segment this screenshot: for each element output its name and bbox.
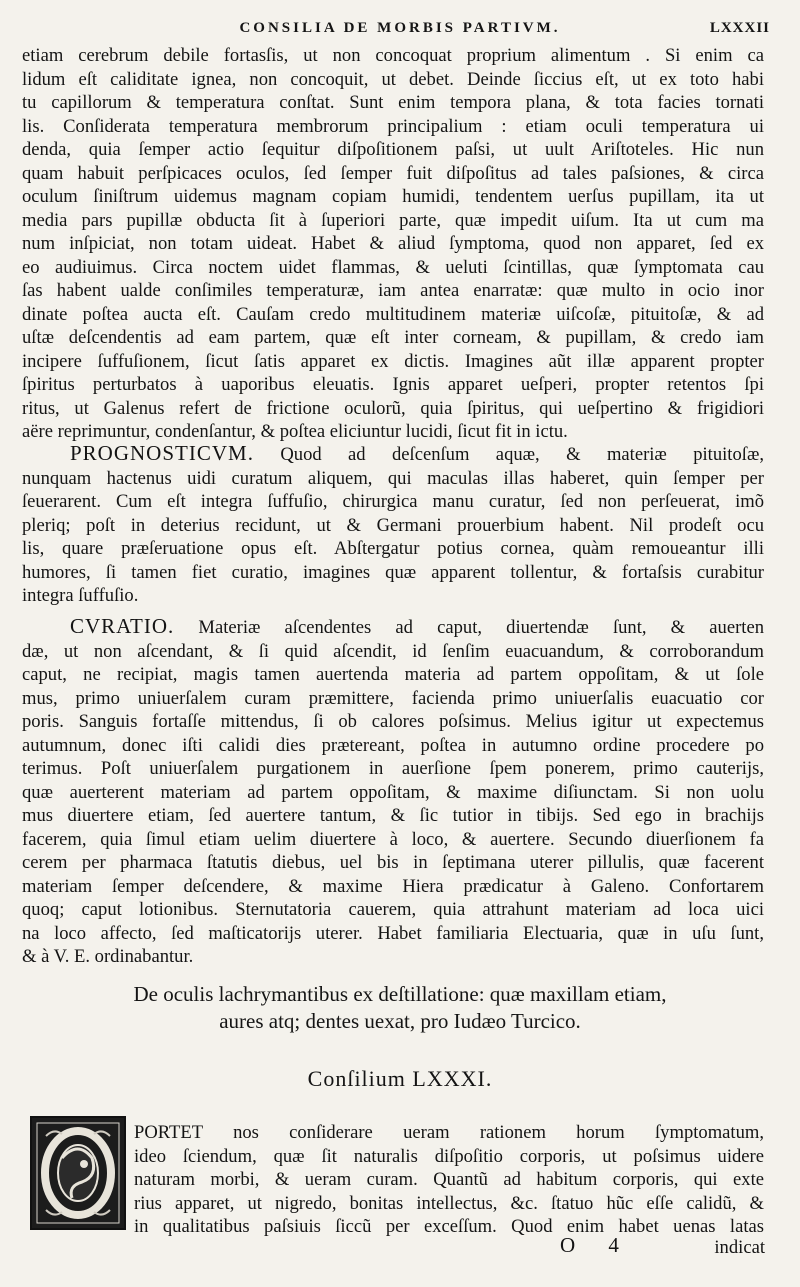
text-line: denda, quia ſemper actio ſequitur diſpoſitionem paſsi, ut uult Ariſtoteles. Hic nun	[22, 139, 764, 160]
text-line: oculum ſiniſtrum uidemus magnam copiam humidi, tendentem uerſus pupillam, ita ut	[22, 186, 764, 207]
text-line: quam habuit perſpicaces oculos, ſed ſemper fuit diſpoſitus ad tales paſsiones, & circa	[22, 162, 764, 184]
text-line: facerem, quia ſimul etiam uelim diuertere à loco, & auertere. Secundo diuerſionem fa	[22, 828, 764, 850]
section-heading-prognosticum: PROGNOSTICVM.	[70, 442, 254, 465]
text-line: nunquam hactenus uidi curatum aliquem, qui maculas illas haberet, quin ſemper per	[22, 467, 764, 489]
paragraph-consilium-lxxxi	[134, 1121, 764, 1239]
text-line: caput, ne recipiat, magis tamen auertenda materia ad partem oppoſitam, & ut ſole	[22, 664, 764, 685]
text-line: autumnum, donec iſti calidi dies prætereant, poſtea in autumno ordine procedere po	[22, 734, 764, 756]
text-line: ſpiritus perturbatos à uaporibus eleuatis. Ignis apparet ueſperi, propter retentos ſpi	[22, 374, 764, 395]
text-line: pleriq; poſt in deterius recidunt, ut & Germani prouerbium habent. Nil prodeſt ocu	[22, 514, 764, 536]
text-line: materiam ſemper deſcendere, & maxime Hiera prædicatur à Galeno. Confortarem	[22, 875, 764, 897]
running-title: CONSILIA DE MORBIS PARTIVM.	[239, 20, 561, 36]
text-line: ſeuerarent. Cum eſt integra ſuffuſio, chirurgica manu curatur, ſed non perſeuerat, imõ	[22, 491, 764, 512]
text-line: ſas habent ualde conſimiles temperaturæ, iam antea enarratæ: quæ multo in ocio inor	[22, 280, 764, 301]
signature-mark: O 4	[560, 1233, 633, 1257]
text-line: poris. Sanguis fortaſſe mittendus, ſi ob calores poſsimus. Melius igitur ut expectemus	[22, 711, 764, 732]
folio-number: LXXXII	[709, 20, 770, 36]
text-line: ideo ſciendum, quæ ſit naturalis diſpoſitio corporis, ut poſsimus uidere	[134, 1145, 764, 1167]
consilium-heading: Conſilium LXXXI.	[307, 1066, 493, 1091]
text-line: quoq; caput lotionibus. Sternutatoria cauerem, quia attrahunt materiam ad loca uici	[22, 899, 764, 920]
text-line: lis. Conſiderata temperatura membrorum principalium : etiam oculi temperatura ui	[22, 115, 764, 137]
text-line: incipere ſuffuſionem, ſicut ſatis apparet ex dictis. Imagines aũt illæ apparent propter	[22, 350, 764, 372]
section-heading-curatio: CVRATIO.	[70, 615, 175, 638]
text-line: quæ auerterent materiam ad partem oppoſitam, & maxime diſiunctam. Si non uolu	[22, 781, 764, 803]
paragraph-1	[22, 44, 764, 444]
catchword: indicat	[714, 1237, 765, 1258]
running-head	[0, 20, 800, 46]
text-line: mus, primo uniuerſalem curam præmittere, facienda primo uniuerſalis euacuatio cor	[22, 687, 764, 709]
text-line: integra ſuffuſio.	[22, 585, 139, 606]
text-line: in qualitatibus paſsiuis ſiccũ per exceſſum. Quod enim habet uenas latas	[134, 1216, 764, 1237]
section-title-line: De oculis lachrymantibus ex deſtillatione: quæ maxillam etiam,	[133, 982, 667, 1006]
text-line: rius apparet, ut nigredo, bonitas intellectus, &c. ſtatuo hũc eſſe calidũ, &	[134, 1192, 764, 1214]
text-line: terimus. Poſt uniuerſalem purgationem in auerſione ſpem ponerem, primo cauterijs,	[22, 758, 764, 779]
text-line: cerem per pharmaca ſtatutis diebus, uel bis in ſeptimana uterer pillulis, quæ facerent	[22, 852, 764, 873]
text-line: etiam cerebrum debile fortasſis, ut non concoquat proprium alimentum . Si enim ca	[22, 45, 764, 66]
section-title	[0, 981, 800, 1035]
decorated-initial-o	[30, 1116, 126, 1230]
text-line: dinate poſtea aucta eſt. Cauſam credo multitudinem materiæ uiſcoſæ, pituitoſæ, & ad	[22, 303, 764, 325]
text-line: aëre reprimuntur, condenſantur, & poſtea eliciuntur lucidi, ſicut fit in ictu.	[22, 421, 568, 442]
text-line: lis, quare præſeruatione opus eſt. Abſtergatur potius cornea, quàm remoueantur illi	[22, 538, 764, 559]
text-line: naturam morbi, & ueram curam. Quantũ ad habitum corporis, qui exte	[134, 1169, 764, 1190]
initial-ornament-icon	[32, 1118, 124, 1228]
text-line: humores, ſi tamen fiet curatio, imagines quæ apparent tollentur, & fortaſsis curabitur	[22, 561, 764, 583]
text-line	[22, 442, 764, 467]
text-line: uſtæ deſcendentis ad eam partem, quæ eſt inter corneam, & pupillam, & credo iam	[22, 327, 764, 348]
section-title-line: aures atq; dentes uexat, pro Iudæo Turcico.	[219, 1009, 581, 1033]
paragraph-curatio	[22, 615, 764, 969]
text-line: ritus, ut Galenus refert de frictione oculorũ, quia ſpiritus, qui ueſpertino & frigidiori	[22, 397, 764, 419]
text-line: dæ, ut non aſcendant, & ſi quid aſcendit, id ſenſim euacuandum, & corroborandum	[22, 640, 764, 662]
text-line: num inſpiciat, non totam uideat. Habet & aliud ſymptoma, quod non apparet, ſed ex	[22, 233, 764, 254]
page-footer	[560, 1233, 765, 1259]
text-line: eo audiuimus. Circa noctem uidet flammas, & ueluti ſcintillas, quæ ſymptomata cau	[22, 256, 764, 278]
paragraph-prognosticum	[22, 442, 764, 608]
text-line	[22, 615, 764, 640]
text-line: na loco affecto, ſed maſticatorijs uterer. Habet familiaria Electuaria, quæ in uſu ſunt,	[22, 922, 764, 944]
text-line: media pars pupillæ obducta ſit à ſuperiori parte, quæ impedit uiſum. Ita ut cum ma	[22, 209, 764, 231]
text-line: PORTET nos conſiderare ueram rationem horum ſymptomatum,	[134, 1122, 764, 1143]
text-line: tu capillorum & temperatura conſtat. Sunt enim tempora plana, & tota facies tornati	[22, 92, 764, 113]
text-line: lidum eſt caliditate ignea, non concoquit, ut debet. Deinde ſiccius eſt, ut ex toto habi	[22, 68, 764, 90]
heading-line-text: Quod ad deſcenſum aquæ, & materiæ pituitoſæ,	[280, 444, 764, 465]
text-line: mus diuertere etiam, ſed auertere tantum, & ſic tutior in tibijs. Sed ego in brachijs	[22, 805, 764, 826]
text-line: & à V. E. ordinabantur.	[22, 946, 194, 967]
heading-line-text: Materiæ aſcendentes ad caput, diuertendæ ſunt, & auerten	[198, 617, 764, 638]
